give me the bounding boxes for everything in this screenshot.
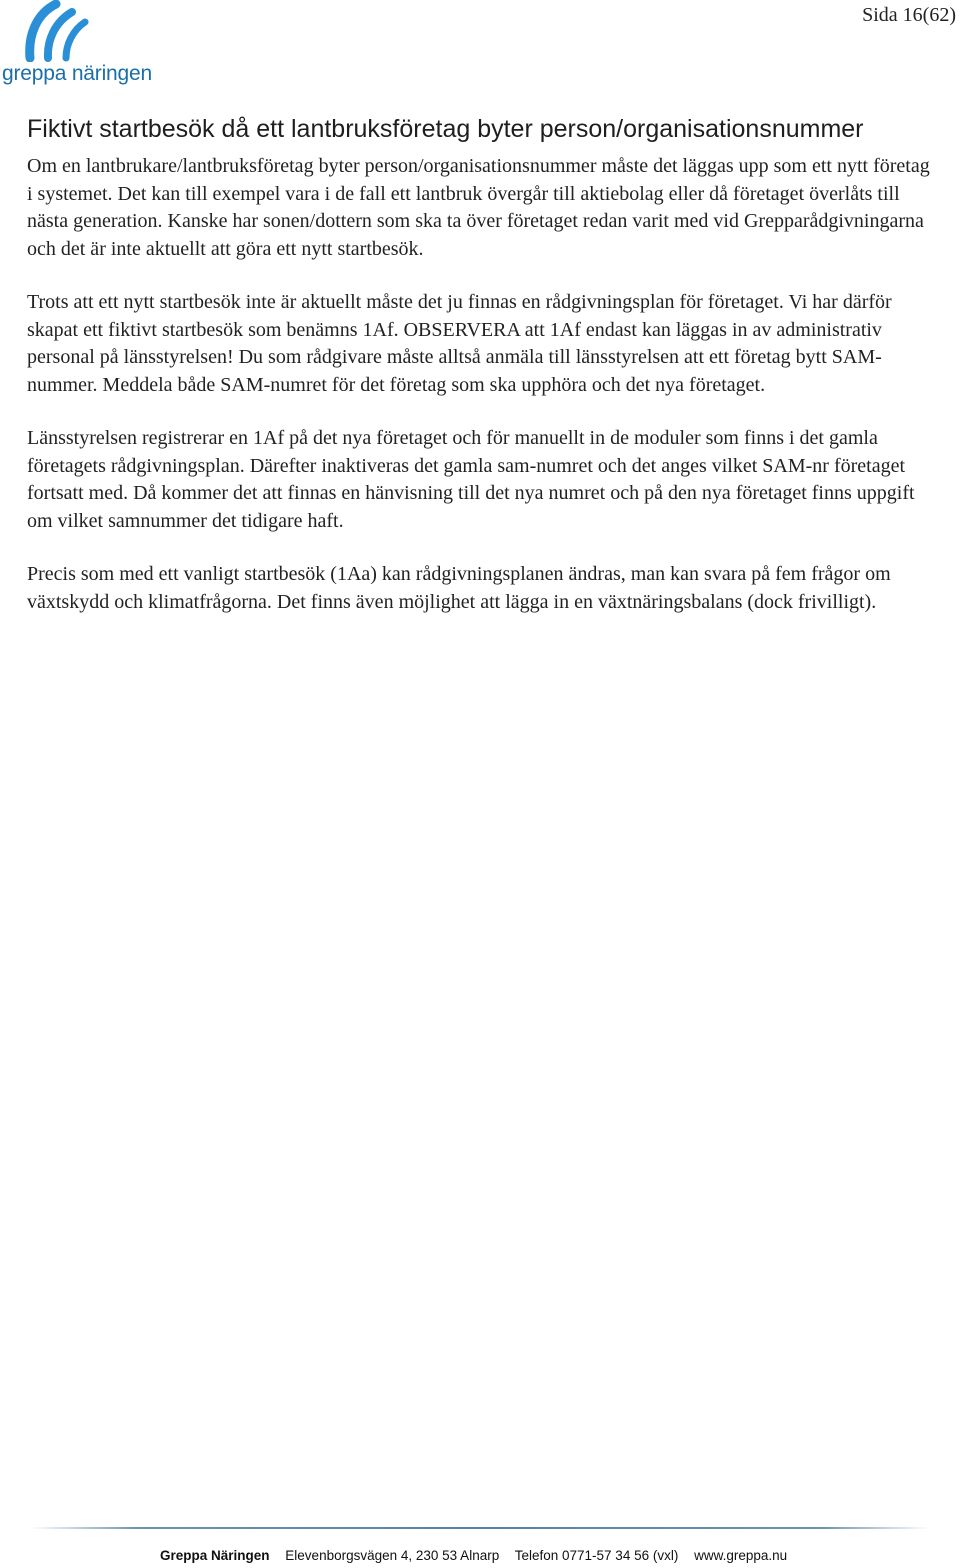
paragraph: Precis som med ett vanligt startbesök (1Aa) kan rådgivningsplanen ändras, man kan svara på fem frågor om växtskydd och klimatfrågorna. Det finns även möjlighet att lägga in en växtnäringsbalans (dock frivilligt).	[27, 563, 891, 613]
footer-divider	[30, 1527, 930, 1529]
page-footer	[160, 1548, 787, 1563]
footer-company: Greppa Näringen	[160, 1548, 270, 1563]
footer-phone: Telefon 0771-57 34 56 (vxl)	[514, 1548, 679, 1563]
logo-wordmark: greppa näringen	[2, 62, 152, 85]
paragraph: Om en lantbrukare/lantbruksföretag byter person/organisationsnummer måste det läggas upp som ett nytt företag i systemet. Det kan till exempel vara i de fall ett lantbruk övergår till aktiebolag eller då företaget överlåts till nästa generation. Kanske har sonen/dottern som ska ta över företaget redan varit med vid Grepparådgivningarna och det är inte aktuellt att göra ett nytt startbesök.	[27, 155, 930, 260]
document-title: Fiktivt startbesök då ett lantbruksföretag byter person/organisationsnummer	[27, 115, 864, 143]
document-body	[27, 114, 937, 642]
footer-website: www.greppa.nu	[694, 1548, 788, 1563]
paragraph: Trots att ett nytt startbesök inte är aktuellt måste det ju finnas en rådgivningsplan för företaget. Vi har därför skapat ett fiktivt startbesök som benämns 1Af. OBSERVERA att 1Af endast kan läggas in av administrativ personal på länsstyrelsen! Du som rådgivare måste alltså anmäla till länsstyrelsen att ett företag bytt SAM-nummer. Meddela både SAM-numret för det företag som ska upphöra och det nya företaget.	[27, 291, 892, 396]
page-number: Sida 16(62)	[862, 4, 956, 26]
footer-address: Elevenborgsvägen 4, 230 53 Alnarp	[285, 1548, 500, 1563]
greppa-logo	[0, 0, 170, 92]
greppa-logo-icon	[22, 0, 92, 62]
paragraph: Länsstyrelsen registrerar en 1Af på det nya företaget och för manuellt in de moduler som finns i det gamla företagets rådgivningsplan. Därefter inaktiveras det gamla sam-numret och det anges vilket SAM-nr företaget fortsatt med. Då kommer det att finnas en hänvisning till det nya numret och på den nya företaget finns uppgift om vilket samnummer det tidigare haft.	[27, 427, 915, 532]
